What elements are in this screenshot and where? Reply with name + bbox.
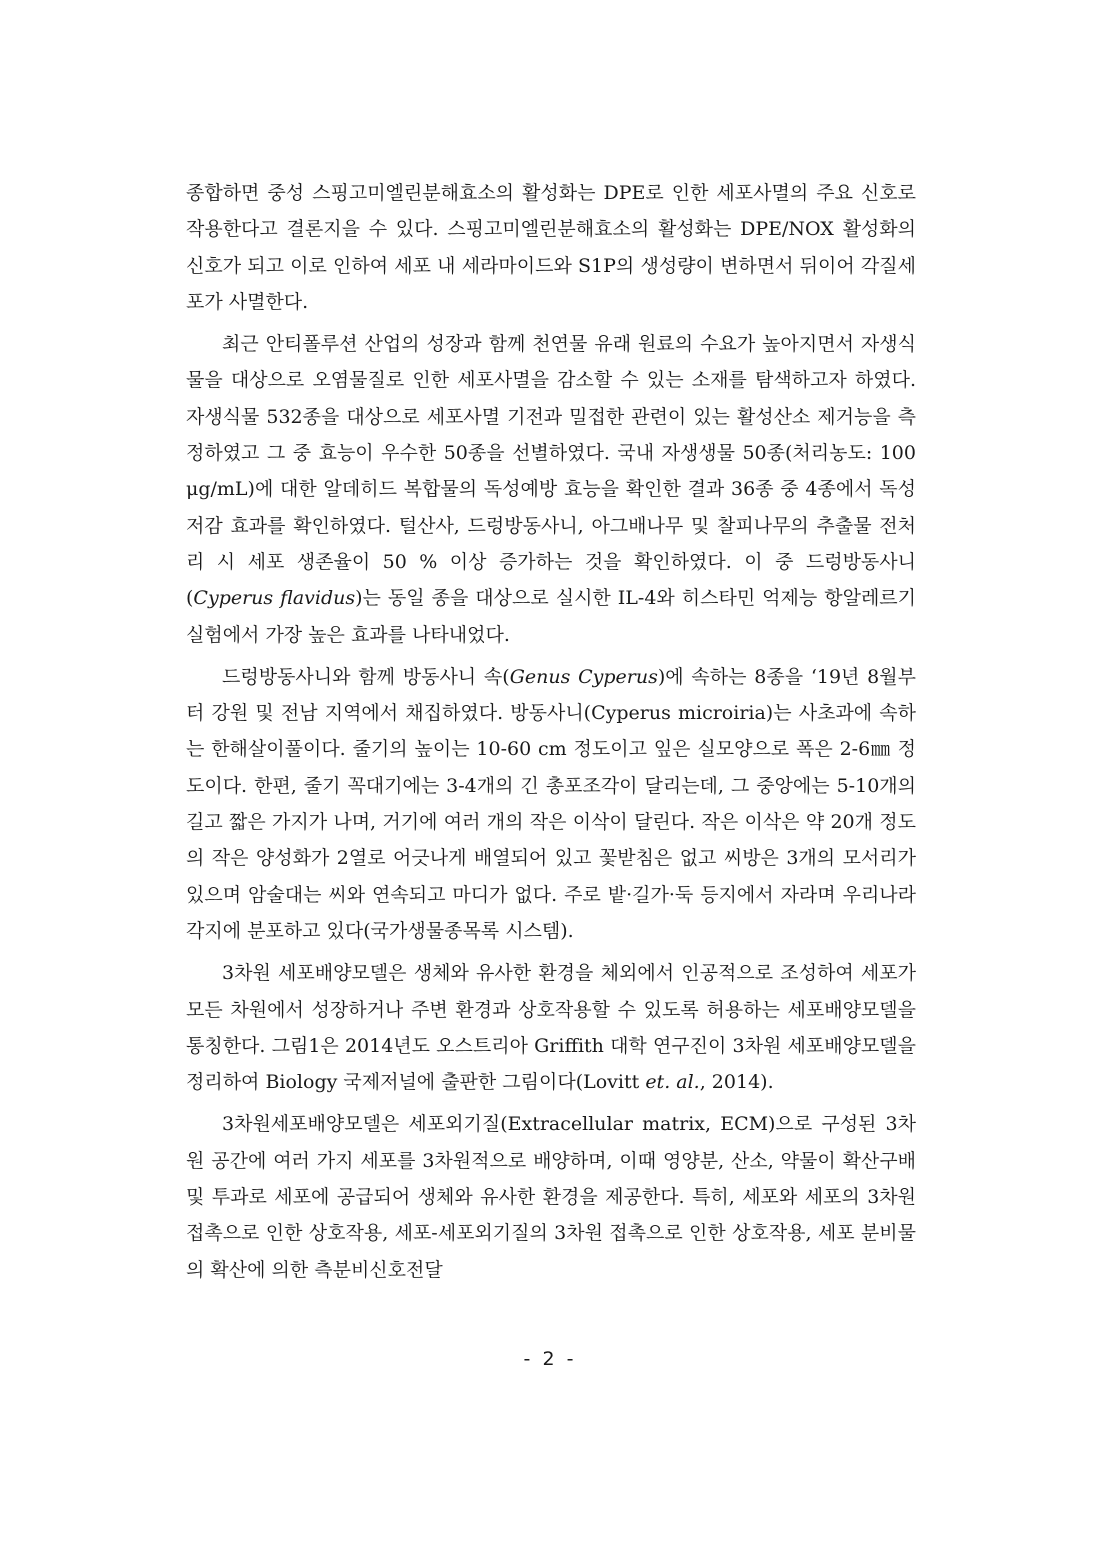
genus-name-cyperus: Genus Cyperus: [509, 665, 658, 688]
paragraph-4-text-a: 3차원 세포배양모델은 생체와 유사한 환경을 체외에서 인공적으로 조성하여 세포가 모든 차원에서 성장하거나 주변 환경과 상호작용할 수 있도록 허용하는 세포배양모델을 통칭한다. 그림1은 2014년도 오스트리아 Griffith 대학 연구진이 3차원 세포배양모델을 정리하여 Biology 국제저널에 출판한 그림이다(Lovitt: [186, 962, 916, 1094]
paragraph-3-text-a: 드렁방동사니와 함께 방동사니 속(: [222, 665, 510, 688]
paragraph-3: [186, 659, 916, 949]
page-number: - 2 -: [523, 1348, 577, 1370]
paragraph-2-text-b: )는 동일 종을 대상으로 실시한 IL-4와 히스타민 억제능 항알레르기 실험에서 가장 높은 효과를 나타내었다.: [186, 587, 917, 646]
document-body: [186, 175, 916, 1294]
species-name-cyperus-flavidus: Cyperus flavidus: [193, 587, 356, 610]
paragraph-1: [186, 175, 916, 320]
paragraph-1-text: 종합하면 중성 스핑고미엘린분해효소의 활성화는 DPE로 인한 세포사멸의 주요 신호로 작용한다고 결론지을 수 있다. 스핑고미엘린분해효소의 활성화는 DPE/NOX 활성화의 신호가 되고 이로 인하여 세포 내 세라마이드와 S1P의 생성량이 변하면서 뒤이어 각질세포가 사멸한다.: [186, 182, 916, 313]
paragraph-4: [186, 955, 916, 1100]
paragraph-4-text-b: , 2014).: [699, 1071, 774, 1094]
paragraph-5: [186, 1106, 916, 1287]
citation-et-al: et. al.: [645, 1071, 700, 1094]
paragraph-2: [186, 326, 916, 653]
paragraph-2-text-a: 최근 안티폴루션 산업의 성장과 함께 천연물 유래 원료의 수요가 높아지면서 자생식물을 대상으로 오염물질로 인한 세포사멸을 감소할 수 있는 소재를 탐색하고자 하였다. 자생식물 532종을 대상으로 세포사멸 기전과 밀접한 관련이 있는 활성산소 제거능을 측정하였고 그 중 효능이 우수한 50종을 선별하였다. 국내 자생생물 50종(처리농도: 100 μg/mL)에 대한 알데히드 복합물의 독성예방 효능을 확인한 결과 36종 중 4종에서 독성 저감 효과를 확인하였다. 털산사, 드렁방동사니, 아그배나무 및 찰피나무의 추출물 전처리 시 세포 생존율이 50 % 이상 증가하는 것을 확인하였다. 이 중 드렁방동사니(: [186, 333, 916, 610]
paragraph-5-text: 3차원세포배양모델은 세포외기질(Extracellular matrix, ECM)으로 구성된 3차원 공간에 여러 가지 세포를 3차원적으로 배양하며, 이때 영양분, 산소, 약물이 확산구배 및 투과로 세포에 공급되어 생체와 유사한 환경을 제공한다. 특히, 세포와 세포의 3차원 접촉으로 인한 상호작용, 세포-세포외기질의 3차원 접촉으로 인한 상호작용, 세포 분비물의 확산에 의한 측분비신호전달: [186, 1113, 916, 1281]
paragraph-3-text-b: )에 속하는 8종을 ‘19년 8월부터 강원 및 전남 지역에서 채집하였다. 방동사니(Cyperus microiria)는 사초과에 속하는 한해살이풀이다. 줄기의 높이는 10-60 cm 정도이고 잎은 실모양으로 폭은 2-6㎜ 정도이다. 한편, 줄기 꼭대기에는 3-4개의 긴 총포조각이 달리는데, 그 중앙에는 5-10개의 길고 짧은 가지가 나며, 거기에 여러 개의 작은 이삭이 달린다. 작은 이삭은 약 20개 정도의 작은 양성화가 2열로 어긋나게 배열되어 있고 꽃받침은 없고 씨방은 3개의 모서리가 있으며 암술대는 씨와 연속되고 마디가 없다. 주로 밭·길가·둑 등지에서 자라며 우리나라 각지에 분포하고 있다(국가생물종목록 시스템).: [186, 665, 916, 942]
